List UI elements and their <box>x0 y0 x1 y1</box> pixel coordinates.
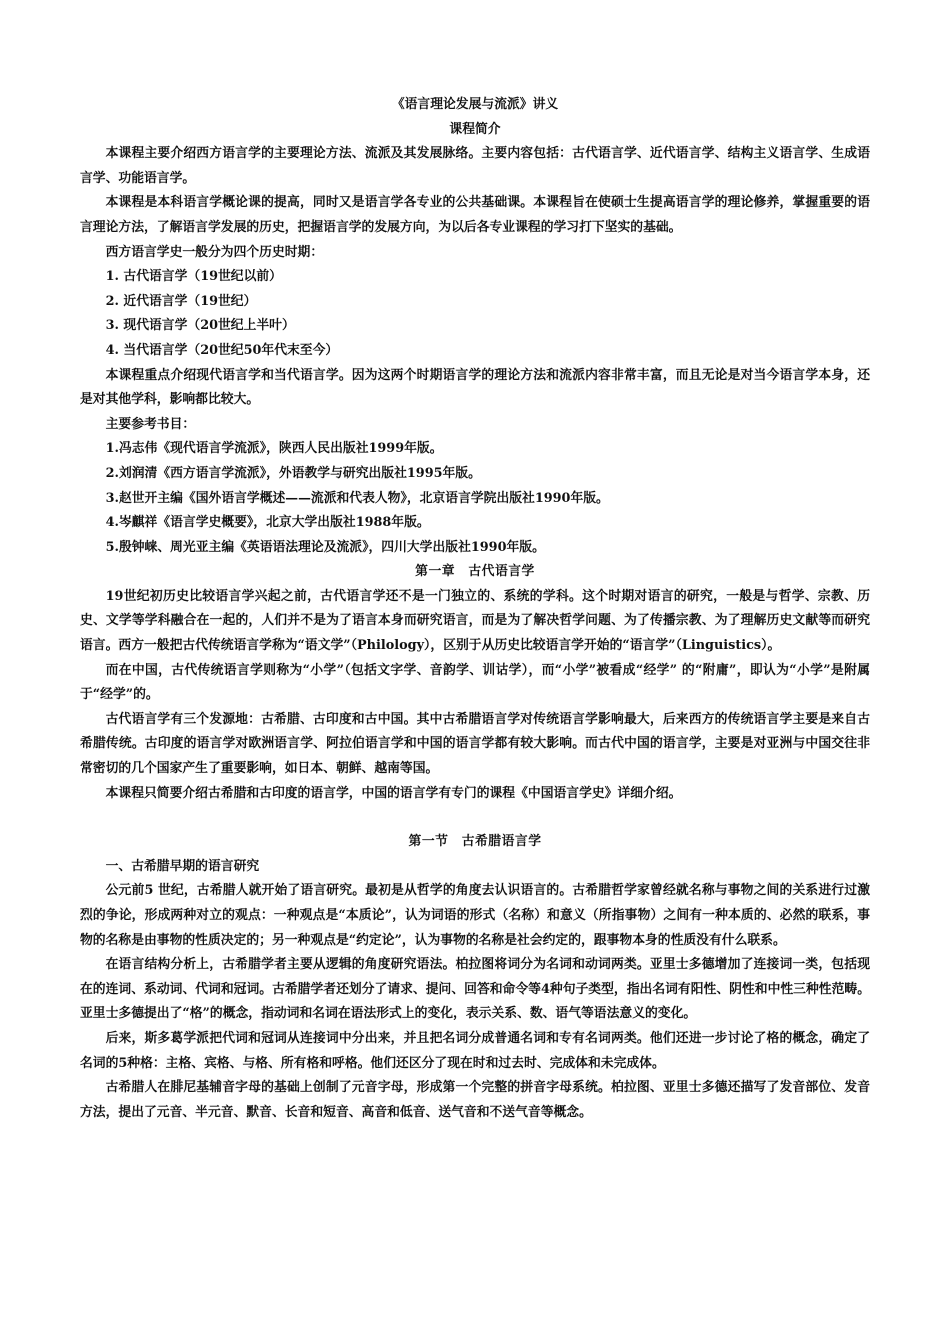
period-item-4: 4. 当代语言学（20世纪50年代末至今） <box>105 342 339 358</box>
section-1-title: 第一节 古希腊语言学 <box>408 834 542 850</box>
references-heading: 主要参考书目： <box>105 416 196 432</box>
chapter-1-paragraph-2: 而在中国，古代传统语言学则称为“小学”（包括文字学、音韵学、训诂学），而“小学”被看成“经学” 的“附庸”，即认为“小学”是附属于“经学”的。 <box>80 662 870 703</box>
period-item-1: 1. 古代语言学（19世纪以前） <box>105 269 282 285</box>
chapter-1-paragraph-1: 19世纪初历史比较语言学兴起之前，古代语言学还不是一门独立的、系统的学科。这个时期对语言的研究，一般是与哲学、宗教、历史、文学等学科融合在一起的，人们并不是为了语言本身而研究语言，而是为了解决哲学问题、为了传播宗教、为了理解历史文献等而研究语言。西方一般把古代传统语言学称为“语文学”（Philology），区别于从历史比较语言学开始的“语言学”（Linguistics）。 <box>80 588 870 654</box>
section-1-heading: 一、古希腊早期的语言研究 <box>105 858 260 874</box>
section-1-paragraph-2: 在语言结构分析上，古希腊学者主要从逻辑的角度研究语法。柏拉图将词分为名词和动词两类。亚里士多德增加了连接词一类，包括现在的连词、系动词、代词和冠词。古希腊学者还划分了请求、提问、回答和命令等4种句子类型，指出名词有阳性、阴性和中性三种性范畴。亚里士多德提出了“格”的概念，指动词和名词在语法形式上的变化，表示关系、数、语气等语法意义的变化。 <box>80 957 870 1022</box>
intro-paragraph-2: 本课程是本科语言学概论课的提高，同时又是语言学各专业的公共基础课。本课程旨在使硕士生提高语言学的理论修养，掌握重要的语言理论方法，了解语言学发展的历史，把握语言学的发展方向，为以后各专业课程的学习打下坚实的基础。 <box>80 195 870 235</box>
section-1-paragraph-4: 古希腊人在腓尼基辅音字母的基础上创制了元音字母，形成第一个完整的拼音字母系统。柏拉图、亚里士多德还描写了发音部位、发音方法，提出了元音、半元音、默音、长音和短音、高音和低音、送气音和不送气音等概念。 <box>80 1080 870 1120</box>
chapter-1-title: 第一章 古代语言学 <box>415 564 535 580</box>
section-1-paragraph-1: 公元前5 世纪，古希腊人就开始了语言研究。最初是从哲学的角度去认识语言的。古希腊哲学家曾经就名称与事物之间的关系进行过激烈的争论，形成两种对立的观点：一种观点是“本质论”，认为词语的形式（名称）和意义（所指事物）之间有一种本质的、必然的联系，事物的名称是由事物的性质决定的；另一种观点是“约定论”，认为事物的名称是社会约定的，跟事物本身的性质没有什么联系。 <box>80 883 870 948</box>
focus-paragraph: 本课程重点介绍现代语言学和当代语言学。因为这两个时期语言学的理论方法和流派内容非常丰富，而且无论是对当今语言学本身，还是对其他学科，影响都比较大。 <box>80 367 870 408</box>
chapter-1-paragraph-3: 古代语言学有三个发源地：古希腊、古印度和古中国。其中古希腊语言学对传统语言学影响最大，后来西方的传统语言学主要是来自古希腊传统。古印度的语言学对欧洲语言学、阿拉伯语言学和中国的语言学都有较大影响。而古代中国的语言学，主要是对亚洲与中国交往非常密切的几个国家产生了重要影响，如日本、朝鲜、越南等国。 <box>80 711 870 777</box>
intro-paragraph-1: 本课程主要介绍西方语言学的主要理论方法、流派及其发展脉络。主要内容包括：古代语言学、近代语言学、结构主义语言学、生成语言学、功能语言学。 <box>80 146 870 186</box>
course-intro-title: 课程简介 <box>449 121 501 137</box>
reference-item-2: 2.刘润清《西方语言学流派》，外语教学与研究出版社1995年版。 <box>105 465 481 481</box>
reference-item-4: 4.岑麒祥《语言学史概要》，北京大学出版社1988年版。 <box>105 515 430 531</box>
reference-item-3: 3.赵世开主编《国外语言学概述——流派和代表人物》，北京语言学院出版社1990年版。 <box>105 490 609 506</box>
reference-item-1: 1.冯志伟《现代语言学流派》，陕西人民出版社1999年版。 <box>105 441 443 457</box>
intro-paragraph-3: 西方语言学史一般分为四个历史时期： <box>105 244 324 260</box>
document-title: 《语言理论发展与流派》讲义 <box>391 97 559 112</box>
section-1-paragraph-3: 后来，斯多葛学派把代词和冠词从连接词中分出来，并且把名词分成普通名词和专有名词两类。他们还进一步讨论了格的概念，确定了名词的5种格：主格、宾格、与格、所有格和呼格。他们还区分了现在时和过去时、完成体和未完成体。 <box>80 1030 870 1071</box>
chapter-1-paragraph-4: 本课程只简要介绍古希腊和古印度的语言学，中国的语言学有专门的课程《中国语言学史》详细介绍。 <box>105 785 682 801</box>
period-item-3: 3. 现代语言学（20世纪上半叶） <box>105 318 295 334</box>
reference-item-5: 5.殷钟崃、周光亚主编《英语语法理论及流派》，四川大学出版社1990年版。 <box>105 539 545 555</box>
period-item-2: 2. 近代语言学（19世纪） <box>105 293 257 309</box>
